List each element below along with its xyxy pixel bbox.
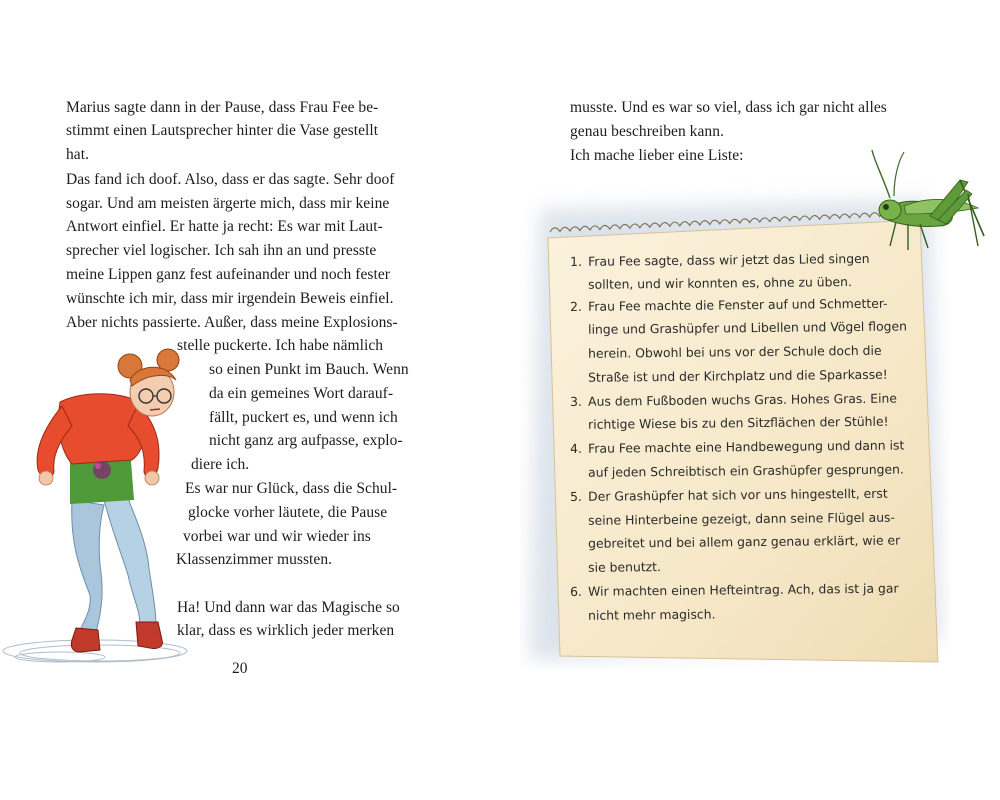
body-text-line: Ich mache lieber eine Liste:	[570, 147, 744, 164]
body-text-line: Antwort einfiel. Er hatte ja recht: Es war mit Laut-	[66, 218, 383, 235]
body-text-line: Es war nur Glück, dass die Schul-	[185, 480, 398, 497]
body-text-line: Klassenzimmer mussten.	[176, 551, 333, 568]
list-number: 1.	[570, 253, 583, 269]
body-text-line: fällt, puckert es, und wenn ich	[209, 409, 398, 426]
body-text-line: stelle puckerte. Ich habe nämlich	[177, 337, 384, 354]
list-text-line: sollten, und wir konnten es, ohne zu üben.	[588, 274, 852, 292]
list-item	[570, 295, 888, 319]
body-text-line: klar, dass es wirklich jeder merken	[177, 622, 395, 639]
body-text-line: sprecher viel logischer. Ich sah ihn an und presste	[66, 242, 377, 259]
body-text-line: genau beschreiben kann.	[570, 123, 724, 140]
list-text-line: auf jeden Schreibtisch ein Grashüpfer gesprungen.	[588, 461, 905, 480]
body-text-line: Das fand ich doof. Also, dass er das sagte. Sehr doof	[66, 171, 395, 188]
list-text-line: sie benutzt.	[588, 559, 662, 575]
list-number: 6.	[570, 583, 583, 599]
body-text-line: meine Lippen ganz fest aufeinander und noch fester	[66, 266, 390, 283]
list-number: 2.	[570, 298, 583, 314]
list-text-line: seine Hinterbeine gezeigt, dann seine Flügel aus-	[588, 509, 896, 528]
list-text-line: Frau Fee machte eine Handbewegung und dann ist	[588, 437, 905, 456]
body-text-line: musste. Und es war so viel, dass ich gar nicht alles	[570, 99, 887, 116]
list-text-line: richtige Wiese bis zu den Sitzflächen der Stühle!	[588, 413, 889, 432]
body-text-line: hat.	[66, 146, 90, 163]
list-item	[570, 390, 898, 414]
list-text-line: Frau Fee sagte, dass wir jetzt das Lied singen	[588, 250, 870, 269]
body-text-line: Ha! Und dann war das Magische so	[177, 599, 400, 616]
list-text-line: nicht mehr magisch.	[588, 606, 716, 623]
list-text-line: Frau Fee machte die Fenster auf und Schmetter-	[588, 295, 888, 314]
girl-illustration	[0, 340, 200, 670]
list-text-line: Der Grashüpfer hat sich vor uns hingestellt, erst	[588, 485, 888, 504]
page-number: 20	[232, 660, 248, 677]
body-text-line: vorbei war und wir wieder ins	[183, 528, 371, 545]
body-text-line: Aber nichts passierte. Außer, dass meine Explosions-	[66, 314, 398, 331]
body-text-line: glocke vorher läutete, die Pause	[188, 504, 388, 521]
list-number: 3.	[570, 393, 583, 409]
list-text-line: Wir machten einen Hefteintrag. Ach, das ist ja gar	[588, 580, 899, 599]
body-text-line: sogar. Und am meisten ärgerte mich, dass mir keine	[66, 195, 390, 212]
list-text-line: linge und Grashüpfer und Libellen und Vögel flogen	[588, 318, 908, 337]
list-item	[570, 580, 899, 604]
list-text-line: gebreitet und bei allem ganz genau erklärt, wie er	[588, 532, 901, 551]
body-text-line: diere ich.	[191, 456, 250, 473]
list-item	[570, 250, 870, 274]
body-text-line: Marius sagte dann in der Pause, dass Frau Fee be-	[66, 99, 379, 116]
body-text-line: stimmt einen Lautsprecher hinter die Vase gestellt	[66, 122, 379, 139]
list-item	[570, 437, 905, 461]
body-text-line: wünschte ich mir, dass mir irgendein Beweis einfiel.	[66, 290, 394, 307]
grasshopper-illustration	[838, 150, 988, 260]
list-number: 5.	[570, 488, 583, 504]
body-text-line: da ein gemeines Wort darauf-	[209, 385, 394, 402]
list-text-line: Aus dem Fußboden wuchs Gras. Hohes Gras. Eine	[588, 390, 898, 409]
list-text-line: Straße ist und der Kirchplatz und die Sparkasse!	[588, 366, 888, 385]
list-text-line: herein. Obwohl bei uns vor der Schule doch die	[588, 342, 882, 361]
list-item	[570, 485, 888, 509]
list-number: 4.	[570, 440, 583, 456]
body-text-line: so einen Punkt im Bauch. Wenn	[209, 361, 409, 378]
body-text-line: nicht ganz arg aufpasse, explo-	[209, 432, 403, 449]
